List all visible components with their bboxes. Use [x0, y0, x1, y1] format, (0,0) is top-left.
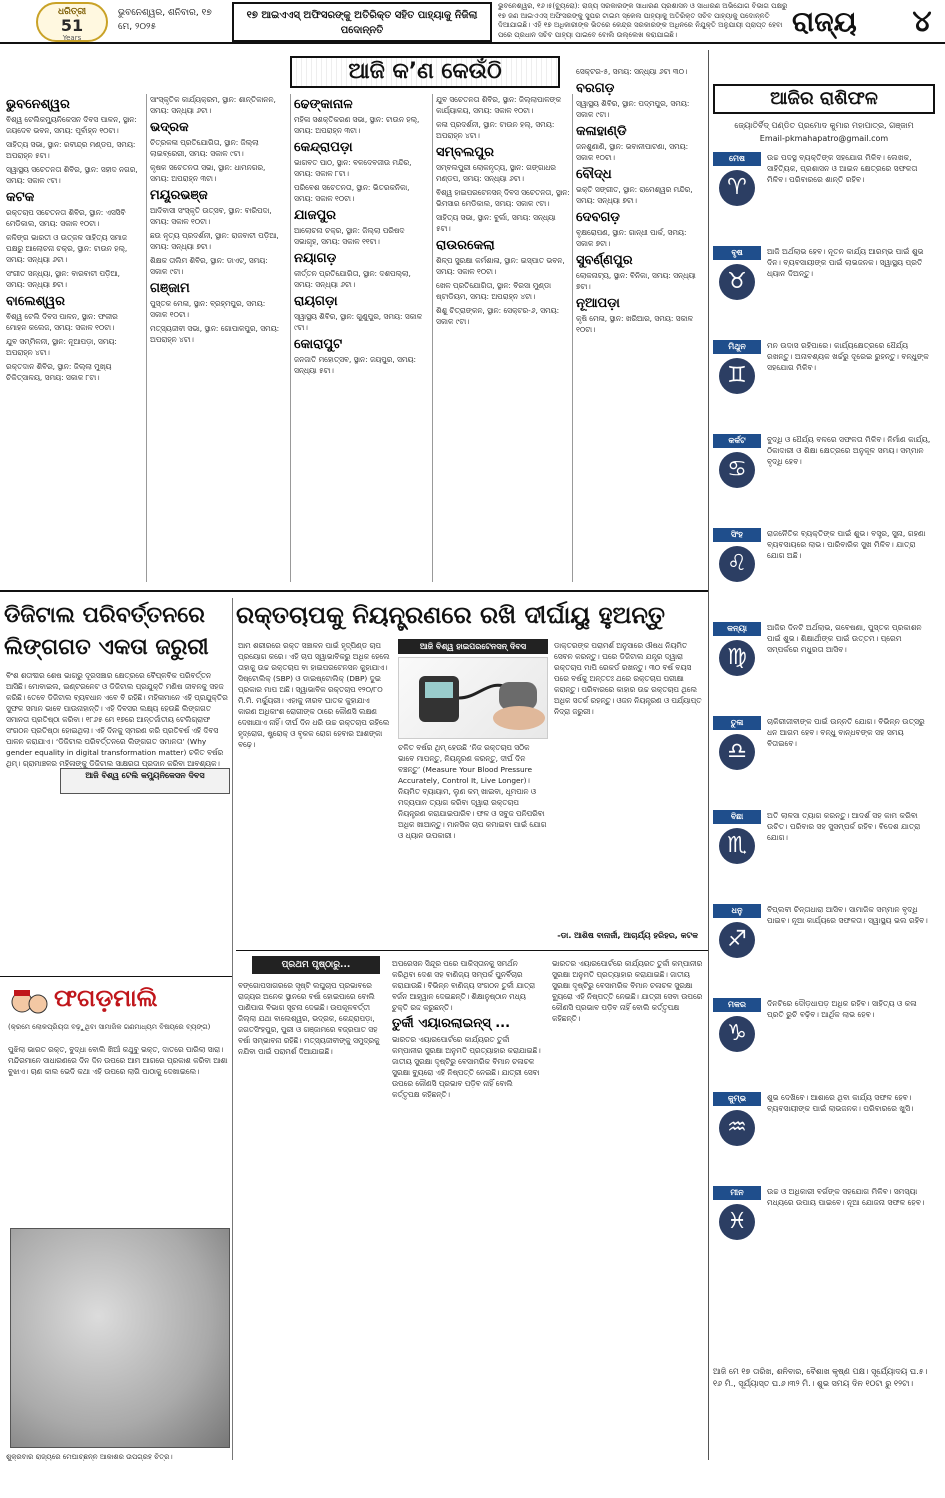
sign-prediction: ଆଜି ଅର୍ଥଲାଭ ହେବ। ନୂତନ କାର୍ଯ୍ୟ ଆରମ୍ଭ ପାଇଁ ଶୁଭ ଦିନ। ବ୍ୟବସାୟୀଙ୍କ ପାଇଁ ଲାଭଜନକ। ସ୍ୱାସ୍ଥ୍ୟ ପ୍ରତି ଧ୍ୟାନ ଦିଅନ୍ତୁ।	[767, 247, 924, 278]
events-city-heading: ସମ୍ବଲପୁର	[436, 145, 494, 160]
event-item: ସାଂସ୍କୃତିକ କାର୍ଯ୍ୟକ୍ରମ, ସ୍ଥାନ: ଶାନ୍ତିକାନନ, ସମୟ: ସନ୍ଧ୍ୟା ୬ଟା।	[150, 95, 276, 115]
sign-name: କର୍କଟ	[713, 434, 761, 448]
event-item: ଵିଶ୍ୱ ହାଇପରଟେନସନ୍ ଦିବସ ସଚେତନତା, ସ୍ଥାନ: ଭିମସାର ମେଡିକାଲ, ସମୟ: ସକାଳ ୯ଟା।	[436, 188, 570, 208]
sign-prediction: ଶୁଭ ଦେଖିବେ। ଆଶାରେ ଥିବା କାର୍ଯ୍ୟ ସଫଳ ହେବ। ବ୍ୟବସାୟୀଙ୍କ ପାଇଁ ଲାଭଜନକ। ପରିବାରରେ ଖୁସି।	[767, 1093, 914, 1113]
left-article-tag: ଆଜି ବିଶ୍ୱ ଟେଲି କମ୍ୟୁନିକେସନ ଦିବସ	[60, 768, 230, 794]
main-article-col3: ଡାକ୍ତରଙ୍କ ପରାମର୍ଶ ଅନୁସାରେ ଔଷଧ ନିୟମିତ ସେବନ କରନ୍ତୁ। ଘରେ ଡିଜିଟାଲ ଯନ୍ତ୍ର ଦ୍ୱାରା ରକ୍ତଚାପ ମାପି ରେକର୍ଡ ରଖନ୍ତୁ। ୩୦ ବର୍ଷ ବୟସ ପରେ ବର୍ଷକୁ ଅନ୍ତତଃ ଥରେ ରକ୍ତଚାପ ପରୀକ୍ଷା କରାନ୍ତୁ। ପରିବାରରେ କାହାର ଉଚ୍ଚ ରକ୍ତଚାପ ଥିଲେ ଅଧିକ ସତର୍କ ରହନ୍ତୁ। ଓଜନ ନିୟନ୍ତ୍ରଣ ଓ ପର୍ଯ୍ୟାପ୍ତ ନିଦ୍ରା ଜରୁରୀ।	[554, 641, 702, 716]
events-city-heading: ଭୁବନେଶ୍ୱର	[6, 97, 70, 112]
main-article-col2: ଚଳିତ ବର୍ଷର ଥିମ୍‌ ହେଉଛି ‘ନିଜ ରକ୍ତଚାପ ସଠିକ ଭାବେ ମାପନ୍ତୁ, ନିୟନ୍ତ୍ରଣ କରନ୍ତୁ, ଦୀର୍ଘ ଦିନ ବଞ୍ଚନ୍ତୁ’ (Measure Your Blood Pressure Accurately, Control It, Live Longer)। ନିୟମିତ ବ୍ୟାୟାମ, ଲୁଣ କମ୍ ଖାଇବା, ଧୂମପାନ ଓ ମଦ୍ୟପାନ ତ୍ୟାଗ କରିବା ଦ୍ୱାରା ରକ୍ତଚାପ ନିୟନ୍ତ୍ରଣ କରାଯାଇପାରିବ। ଫଳ ଓ ସବୁଜ ପନିପରିବା ଅଧିକ ଖାଆନ୍ତୁ। ମାନସିକ ଚାପ କମାଇବା ପାଇଁ ଯୋଗ ଓ ଧ୍ୟାନ ଉପକାରୀ।	[398, 743, 547, 840]
sign-prediction: ବିପ୍ଲବୀ ଚିନ୍ତାଧାରା ଆସିବ। ସାମାଜିକ ସମ୍ମାନ ବୃଦ୍ଧି ପାଇବ। ନୂଆ କାର୍ଯ୍ୟରେ ସଫଳତା। ସ୍ୱାସ୍ଥ୍ୟ ଭଲ ରହିବ।	[767, 905, 928, 925]
event-item: ଖେଳ ପ୍ରତିଯୋଗିତା, ସ୍ଥାନ: ବିରସା ମୁଣ୍ଡା ଷ୍ଟାଡିୟମ, ସମୟ: ଅପରାହ୍ନ ୪ଟା।	[436, 281, 552, 301]
sign-prediction: ଉଚ୍ଚ ଓ ଅଧିକାରୀ ବର୍ଗଙ୍କ ସହଯୋଗ ମିଳିବ। ସମସ୍ୟା ମଧ୍ୟରେ ଉପାୟ ପାଇବେ। ନୂଆ ଯୋଜନା ସଫଳ ହେବ।	[767, 1187, 925, 1207]
weather-satellite-image	[10, 1228, 230, 1448]
front-page-tag: ପ୍ରଥମ ପୃଷ୍ଠାରୁ...	[252, 956, 380, 974]
front-body-2: ଅପରେସନ ସିନ୍ଦୂର ପରେ ପାକିସ୍ତାନକୁ ସମର୍ଥନ କରିଥିବା ଦେଶ ସହ ବାଣିଜ୍ୟ ସମ୍ପର୍କ ପୁନର୍ବିଚାର କରାଯାଉଛି। ବିଭିନ୍ନ ବାଣିଜ୍ୟ ସଂଗଠନ ତୁର୍କୀ ଯାତ୍ରା ବର୍ଜନ ଆହ୍ୱାନ ଦେଇଛନ୍ତି। ଶିକ୍ଷାନୁଷ୍ଠାନ ମଧ୍ୟ ଚୁକ୍ତି ରଦ୍ଦ କରୁଛନ୍ତି।	[392, 959, 536, 1012]
sign-name: ମିଥୁନ	[713, 340, 761, 354]
top-news-text: ଭୁବନେଶ୍ୱର, ୧୬।୫(ବ୍ୟୁରୋ): ରାଜ୍ୟ ସରକାରଙ୍କ ସାଧାରଣ ପ୍ରଶାସନ ଓ ସାଧାରଣ ଅଭିଯୋଗ ବିଭାଗ ପକ୍ଷରୁ ୧୭ ଜଣ ଆଇଏଏସ୍‌ ଅଫିସରଙ୍କୁ ସୁପର ଟାଇମ ସ୍କେଲ ପାହ୍ୟାକୁ ଅତିରିକ୍ତ ସଚିବ ପାହ୍ୟାକୁ ପଦୋନ୍ନତି ଦିଆଯାଇଛି। ଏହି ୧୭ ଅଧିକାରୀଙ୍କ ଭିତରେ କେନ୍ଦ୍ର ସରକାରଙ୍କ ଅଧିନରେ ନିଯୁକ୍ତି ଅନୁଯାୟୀ ପ୍ରାପ୍ତ ହେବା ପରେ ପ୍ରଧାନ ସଚିବ ପାହ୍ୟା ପାଇବେ ବୋଲି ଉଲ୍ଲେଖ କରାଯାଇଛି।	[498, 2, 788, 39]
events-column-2	[150, 94, 284, 582]
events-city-heading: ମୟୂରଭଞ୍ଜ	[150, 188, 208, 203]
horoscope-panel	[713, 84, 935, 1464]
zodiac-icon: ♒	[719, 1110, 755, 1146]
event-item: ଚିତ୍ରକଳା ପ୍ରତିଯୋଗିତା, ସ୍ଥାନ: ଜିଲ୍ଲା ଲାଇବ୍ରେରୀ, ସମୟ: ସକାଳ ୯ଟା।	[150, 138, 259, 158]
event-item: କୃଷି ମେଳା, ସ୍ଥାନ: ଖରିଆର, ସମୟ: ସକାଳ ୧୦ଟା।	[576, 314, 693, 334]
events-city-heading: କଟକ	[6, 190, 35, 205]
cartoon-face-icon	[8, 986, 50, 1022]
horoscope-sign	[713, 622, 935, 708]
horoscope-sign	[713, 340, 935, 426]
event-item: କୀର୍ତ୍ତନ ପ୍ରତିଯୋଗିତା, ସ୍ଥାନ: ଦଶପଲ୍ଲା, ସମୟ: ସନ୍ଧ୍ୟା ୬ଟା।	[294, 269, 411, 289]
events-city-heading: ରାୟଗଡ଼ା	[294, 294, 338, 309]
horoscope-sign	[713, 810, 935, 896]
astrologer-email: Email-pkmahapatro@gmail.com	[759, 134, 889, 143]
sign-name: କନ୍ୟା	[713, 622, 761, 636]
event-item: ଭାଗବତ ପାଠ, ସ୍ଥାନ: ବଳଦେବଜୀଉ ମନ୍ଦିର, ସମୟ: ସକାଳ ୮ଟା।	[294, 158, 412, 178]
sign-name: ମକର	[713, 998, 761, 1012]
horoscope-sign	[713, 716, 935, 802]
cartoon-title: ଫଗଡ଼ମାଲି	[54, 984, 158, 1012]
horoscope-sign	[713, 1186, 935, 1272]
event-item: ଶିଳ୍ପ ସୁରକ୍ଷା କର୍ମଶାଳା, ସ୍ଥାନ: ଇସ୍ପାତ ଭବନ, ସମୟ: ସକାଳ ୧୦ଟା।	[436, 256, 565, 276]
events-city-heading: କୋରାପୁଟ	[294, 337, 343, 352]
event-item: ଜନଶୁଣାଣି, ସ୍ଥାନ: ଭବାନୀପାଟଣା, ସମୟ: ସକାଳ ୧୦ଟା।	[576, 142, 689, 162]
events-city-heading: ଦେବଗଡ଼	[576, 210, 620, 225]
sign-prediction: ରାଜନୈତିକ ବ୍ୟକ୍ତିଙ୍କ ପାଇଁ ଶୁଭ। ବସ୍ତ୍ର, ସୁନା, ଗହଣା ବ୍ୟବସାୟରେ ଲାଭ। ପାରିବାରିକ ସୁଖ ମିଳିବ। ଯାତ୍ରା ଯୋଗ ଅଛି।	[767, 529, 926, 560]
event-item: ଲୋକନାଟ୍ୟ, ସ୍ଥାନ: ବିନିକା, ସମୟ: ସନ୍ଧ୍ୟା ୭ଟା।	[576, 271, 696, 291]
zodiac-icon: ♍	[719, 640, 755, 676]
events-banner: ଆଜି କ’ଣ କେଉଁଠି	[290, 56, 560, 88]
horoscope-sign	[713, 998, 935, 1084]
horoscope-sign	[713, 246, 935, 332]
zodiac-icon: ♑	[719, 1016, 755, 1052]
event-item: ଶିକ୍ଷକ ତାଲିମ ଶିବିର, ସ୍ଥାନ: ଡାଏଟ୍‌, ସମୟ: ସକାଳ ୯ଟା।	[150, 256, 268, 276]
event-item: ଛଉ ନୃତ୍ୟ ପ୍ରଦର୍ଶନୀ, ସ୍ଥାନ: ରାଜବାଟୀ ପଡ଼ିଆ, ସମୟ: ସନ୍ଧ୍ୟା ୭ଟା।	[150, 231, 279, 251]
left-article-headline: ଡିଜିଟାଲ ପରିବର୍ତ୍ତନରେ ଲିଙ୍ଗଗତ ଏକତା ଜରୁରୀ	[4, 603, 209, 660]
events-city-heading: କେନ୍ଦ୍ରାପଡ଼ା	[294, 140, 353, 155]
event-item: ଯୁବ ସଚେତନତା ଶିବିର, ସ୍ଥାନ: ଜିଲ୍ଲାପାଳଙ୍କ କାର୍ଯ୍ୟାଳୟ, ସମୟ: ସକାଳ ୧୦ଟା।	[436, 95, 562, 115]
events-city-heading: ଢେଙ୍କାନାଳ	[294, 97, 353, 112]
events-city-heading: ବାଲେଶ୍ୱର	[6, 294, 65, 309]
sign-name: କୁମ୍ଭ	[713, 1092, 761, 1106]
events-city-heading: ଯାଜପୁର	[294, 208, 337, 223]
event-item: ଶିଶୁ ଚିତ୍ରାଙ୍କନ, ସ୍ଥାନ: ସେକ୍ଟର-୬, ସମୟ: ସକାଳ ୯ଟା।	[436, 306, 560, 326]
sign-prediction: ଦିନଟିରେ ଦୌଡ଼ଧାପଡ଼ ଅଧିକ ରହିବ। ସାହିତ୍ୟ ଓ କଳା ପ୍ରତି ରୁଚି ବଢ଼ିବ। ଆର୍ଥିକ ଲାଭ ହେବ।	[767, 999, 917, 1019]
sign-name: ତୁଳା	[713, 716, 761, 730]
front-body-3: ଭାରତର ଏୟାରପୋର୍ଟରେ କାର୍ଯ୍ୟରତ ତୁର୍କୀ କମ୍ପାନୀର ସୁରକ୍ଷା ଅନୁମତି ପ୍ରତ୍ୟାହାର କରାଯାଇଛି। ଜାତୀୟ ସୁରକ୍ଷା ଦୃଷ୍ଟିରୁ ବେସାମରିକ ବିମାନ ଚଳାଚଳ ସୁରକ୍ଷା ବ୍ୟୁରୋ ଏହି ନିଷ୍ପତ୍ତି ନେଇଛି। ଯାତ୍ରୀ ସେବା ଉପରେ କୌଣସି ପ୍ରଭାବ ପଡ଼ିବ ନାହିଁ ବୋଲି କର୍ତ୍ତୃପକ୍ଷ କହିଛନ୍ତି।	[392, 1035, 541, 1099]
events-city-heading: ନୂଆପଡ଼ା	[576, 296, 620, 311]
event-item: ସମ୍ବଲପୁରୀ ଲୋକନୃତ୍ୟ, ସ୍ଥାନ: ଗଙ୍ଗାଧର ମଣ୍ଡପ, ସମୟ: ସନ୍ଧ୍ୟା ୬ଟା।	[436, 163, 556, 183]
zodiac-icon: ♌	[719, 546, 755, 582]
zodiac-icon: ♈	[719, 170, 755, 206]
front-article-col2	[392, 958, 542, 1450]
front-article-col1: ବଙ୍ଗୋପସାଗରରେ ସୃଷ୍ଟି ଲଘୁଚାପ ପ୍ରଭାବରେ ରାଜ୍ୟର ଅନେକ ସ୍ଥାନରେ ବର୍ଷା ହୋଇପାରେ ବୋଲି ପାଣିପାଗ ବିଭାଗ ସୂଚନା ଦେଇଛି। ଉପକୂଳବର୍ତ୍ତୀ ଜିଲ୍ଲା ଯଥା ବାଲେଶ୍ୱର, ଭଦ୍ରକ, କେନ୍ଦ୍ରାପଡ଼ା, ଜଗତସିଂହପୁର, ପୁରୀ ଓ ଗଞ୍ଜାମରେ ବଜ୍ରପାତ ସହ ବର୍ଷା ସମ୍ଭାବନା ରହିଛି। ମତ୍ସ୍ୟଜୀବୀଙ୍କୁ ସମୁଦ୍ରକୁ ନଯିବା ପାଇଁ ପରାମର୍ଶ ଦିଆଯାଇଛି।	[238, 981, 380, 1056]
event-item: ରକ୍ତଦାନ ଶିବିର, ସ୍ଥାନ: ଜିଲ୍ଲା ମୁଖ୍ୟ ଚିକିତ୍ସାଳୟ, ସମୟ: ସକାଳ ୮ଟା।	[6, 362, 112, 382]
event-item: ସ୍ୱାସ୍ଥ୍ୟ ସଚେତନତା ଶିବିର, ସ୍ଥାନ: ସହୀଦ ନଗର, ସମୟ: ସକାଳ ୯ଟା।	[6, 165, 138, 185]
cartoon-section	[4, 982, 230, 1162]
event-item: ଆଲୋଚନା ଚକ୍ର, ସ୍ଥାନ: ଜିଲ୍ଲା ପରିଷଦ ସଭାଗୃହ, ସମୟ: ସକାଳ ୧୧ଟା।	[294, 226, 405, 246]
event-item: ରକ୍ତଚାପ ସଚେତନତା ଶିବିର, ସ୍ଥାନ: ଏସସିବି ମେଡିକାଲ, ସମୟ: ସକାଳ ୧୦ଟା।	[6, 208, 126, 228]
main-article-tag: ଆଜି ବିଶ୍ୱ ହାଇପରଟେନସନ୍ ଦିବସ	[398, 639, 548, 654]
logo-title: ଧରିତ୍ରୀ	[57, 7, 87, 17]
events-city-heading: ରାଉରକେଲା	[436, 238, 495, 253]
astrologer-name: ଜ୍ୟୋତିର୍ବିଦ୍ ପଣ୍ଡିତ ପ୍ରମୋଦ କୁମାର ମହାପାତ୍ର, ଗଞ୍ଜାମ	[734, 121, 914, 130]
zodiac-icon: ♓	[719, 1204, 755, 1240]
page-number: ୪	[912, 4, 932, 39]
events-city-heading: ସୁବର୍ଣ୍ଣପୁର	[576, 253, 633, 268]
top-headline: ୧୭ ଆଇଏଏସ୍‌ ଅଫିସରଙ୍କୁ ଅତିରିକ୍ତ ସହିତ ପାହ୍ୟାକୁ ନିଜିଲା ପଦୋନ୍ନତି	[232, 2, 492, 42]
event-item: ସାହିତ୍ୟ ସଭା, ସ୍ଥାନ: ବୁର୍ଲା, ସମୟ: ସନ୍ଧ୍ୟା ୫ଟା।	[436, 213, 556, 233]
sign-name: ବୃଷ	[713, 246, 761, 260]
masthead	[0, 0, 945, 44]
event-item: ମହିଳା ସଶକ୍ତିକରଣ ସଭା, ସ୍ଥାନ: ଟାଉନ ହଲ୍‌, ସମୟ: ଅପରାହ୍ନ ୩ଟା।	[294, 115, 420, 135]
dateline: ଭୁବନେଶ୍ୱର, ଶନିବାର, ୧୭ ମେ, ୨୦୨୫	[118, 8, 212, 32]
blood-pressure-photo	[398, 657, 548, 739]
event-item: ମତ୍ସ୍ୟଜୀବୀ ସଭା, ସ୍ଥାନ: ଗୋପାଳପୁର, ସମୟ: ଅପରାହ୍ନ ୪ଟା।	[150, 324, 280, 344]
sign-prediction: ମନ ଉଦାସ ରହିପାରେ। କାର୍ଯ୍ୟକ୍ଷେତ୍ରରେ ଧୈର୍ଯ୍ୟ ରଖନ୍ତୁ। ଅନାବଶ୍ୟକ ଖର୍ଚ୍ଚରୁ ଦୂରେଇ ରୁହନ୍ତୁ। ବନ୍ଧୁଙ୍କ ସହଯୋଗ ମିଳିବ।	[767, 341, 929, 372]
front-subheadline: ତୁର୍କୀ ଏୟାରଲାଇନ୍ସ୍ ...	[392, 1016, 511, 1031]
event-item: ଯୁବ ସମ୍ମିଳନୀ, ସ୍ଥାନ: ନୂଆପଡ଼ା, ସମୟ: ଅପରାହ୍ନ ୪ଟା।	[6, 337, 117, 357]
sign-name: ବିଛା	[713, 810, 761, 824]
main-article-byline: -ଡା. ଆଶିଷ ବାନାର୍ଜୀ, ଆଚାର୍ଯ୍ୟ ହରିହର, କଟକ	[557, 931, 698, 940]
event-item: ଜନଜାତି ମହୋତ୍ସବ, ସ୍ଥାନ: ଜୟପୁର, ସମୟ: ସନ୍ଧ୍ୟା ୫ଟା।	[294, 355, 416, 375]
event-item: ସଂଗୀତ ସନ୍ଧ୍ୟା, ସ୍ଥାନ: ବାରବାଟୀ ପଡ଼ିଆ, ସମୟ: ସନ୍ଧ୍ୟା ୭ଟା।	[6, 269, 120, 289]
event-item: କଳା ପ୍ରଦର୍ଶନୀ, ସ୍ଥାନ: ଟାଉନ ହଲ୍‌, ସମୟ: ଅପରାହ୍ନ ୪ଟା।	[436, 120, 555, 140]
section-title: ରାଜ୍ୟ	[792, 5, 857, 38]
event-item: ସେକ୍ଟର-୫, ସମୟ: ସନ୍ଧ୍ୟା ୬ଟା ୩୦।	[576, 67, 688, 76]
sign-name: ଧନୁ	[713, 904, 761, 918]
event-item: ବୃକ୍ଷରୋପଣ, ସ୍ଥାନ: ଗାନ୍ଧୀ ପାର୍କ, ସମୟ: ସକାଳ ୭ଟା।	[576, 228, 687, 248]
weather-caption: ଶୁକ୍ରବାର ରାଜ୍ୟରେ ମେଘାଚ୍ଛନ୍ନ ଆକାଶର ଉପଗ୍ରହ ଚିତ୍ର।	[6, 1453, 173, 1461]
horoscope-title: ଆଜିର ରାଶିଫଳ	[713, 84, 935, 114]
event-item: କୃଷକ ସଚେତନତା ସଭା, ସ୍ଥାନ: ଧାମନଗର, ସମୟ: ଅପରାହ୍ନ ୩ଟା।	[150, 163, 266, 183]
main-article-headline: ରକ୍ତଚାପକୁ ନିୟନ୍ତ୍ରଣରେ ରଖି ଦୀର୍ଘାୟୁ ହୁଅନ୍ତୁ	[236, 601, 666, 629]
event-item: ଵିଶ୍ୱ ଟେଲିକମ୍ୟୁନିକେସନ ଦିବସ ପାଳନ, ସ୍ଥାନ: ଜୟଦେବ ଭବନ, ସମୟ: ପୂର୍ବାହ୍ନ ୧୦ଟା।	[6, 115, 137, 135]
sign-prediction: ବୁଦ୍ଧି ଓ ଧୈର୍ଯ୍ୟ ବଳରେ ସଫଳତା ମିଳିବ। ନିର୍ମାଣ କାର୍ଯ୍ୟ, ଠିକାଦାରୀ ଓ ଶିକ୍ଷା କ୍ଷେତ୍ରରେ ଅନୁକୂଳ ସମୟ। ସମ୍ମାନ ବୃଦ୍ଧି ହେବ।	[767, 435, 931, 466]
horoscope-sign	[713, 528, 935, 614]
event-item: ପୁସ୍ତକ ମେଳା, ସ୍ଥାନ: ବ୍ରହ୍ମପୁର, ସମୟ: ସକାଳ ୧୦ଟା।	[150, 299, 266, 319]
events-column-1	[6, 94, 140, 582]
logo-sub: Years	[62, 34, 82, 42]
sign-prediction: ଆଜିର ଦିନଟି ଅର୍ଥଲାଭ, ଗବେଷଣା, ପୁସ୍ତକ ପ୍ରକାଶନ ପାଇଁ ଶୁଭ। ଶିକ୍ଷାର୍ଥୀଙ୍କ ପାଇଁ ଉତ୍ତମ। ପ୍ରେମ ସମ୍ପର୍କରେ ମଧୁରତା ଆସିବ।	[767, 623, 922, 654]
zodiac-icon: ♉	[719, 264, 755, 300]
events-city-heading: ନୟାଗଡ଼	[294, 251, 337, 266]
sign-prediction: ଅତି ଲାଳସା ତ୍ୟାଗ କରନ୍ତୁ। ଆଦର୍ଶ ସହ କାମ କରିବା ଉଚିତ। ପରିବାର ସହ ସୁସମ୍ପର୍କ ରହିବ। ବିଦେଶ ଯାତ୍ରା ଯୋଗ।	[767, 811, 921, 842]
events-column-3	[294, 94, 428, 582]
zodiac-icon: ♋	[719, 452, 755, 488]
events-column-4	[436, 94, 570, 582]
event-item: ଭକ୍ତି ସଙ୍ଗୀତ, ସ୍ଥାନ: ରାମେଶ୍ୱର ମନ୍ଦିର, ସମୟ: ସନ୍ଧ୍ୟା ୭ଟା।	[576, 185, 693, 205]
horoscope-sign	[713, 904, 935, 990]
sign-name: ସିଂହ	[713, 528, 761, 542]
event-item: ଵିଶ୍ୱ ଟେଲି ଦିବସ ପାଳନ, ସ୍ଥାନ: ଫକୀର ମୋହନ କଲେଜ, ସମୟ: ସକାଳ ୧୦ଟା।	[6, 312, 118, 332]
cartoon-verse: ପୁଝିଲା ଭାରତ ରକ୍ତ, ବୁଦ୍ଧା ବୋଲି ଖିଆଁ କଥୁବୁ ଭକ୍ତ, ଦାତରେ ପାରିଲା ସାରା। ମନ୍ଦିରମାନେ ସାଧାରଣରେ ଦିନ ଦିନ ଉପରେ ଆମ ଆଗରେ ପ୍ରକାଶ କରିବା ଆଶା ବୁଝାଏ। ଚାଣ କାଲ ଭେଦି କଥା ଏହି ଉପରେ ଲାଗି ପାଠାକୁ ଦେଖାଇଲେ।	[8, 1045, 228, 1076]
almanac-text: ଆଜି ମେ ୧୭ ତାରିଖ, ଶନିବାର, ବୈଶାଖ କୃଷ୍ଣ ପକ୍ଷ। ସୂର୍ଯ୍ୟୋଦୟ ଘ.୫।୧୬ ମି., ସୂର୍ଯ୍ୟାସ୍ତ ଘ.୬।୩୨ ମି.। ଶୁଭ ସମୟ ଦିନ ୧୦ଟା ରୁ ୧୨ଟା।	[713, 1367, 928, 1388]
horoscope-sign	[713, 1092, 935, 1178]
event-item: ଆଦିବାସୀ ସଂସ୍କୃତି ଉତ୍ସବ, ସ୍ଥାନ: ବାରିପଦା, ସମୟ: ସକାଳ ୧୦ଟା।	[150, 206, 272, 226]
events-city-heading: କଳାହାଣ୍ଡି	[576, 124, 627, 139]
sign-name: ମୀନ	[713, 1186, 761, 1200]
sign-prediction: ଉଚ୍ଚ ପଦସ୍ଥ ବ୍ୟକ୍ତିଙ୍କ ସହଯୋଗ ମିଳିବ। ଲେଖକ, ସାହିତ୍ୟିକ, ପ୍ରଶାସନ ଓ ଆଇନ କ୍ଷେତ୍ରରେ ସଫଳତା ମିଳିବ। ପରିବାରରେ ଶାନ୍ତି ରହିବ।	[767, 153, 918, 184]
print-registration-strip	[0, 1470, 945, 1498]
horoscope-sign	[713, 152, 935, 238]
front-article-col3: ଭାରତର ଏୟାରପୋର୍ଟରେ କାର୍ଯ୍ୟରତ ତୁର୍କୀ କମ୍ପାନୀର ସୁରକ୍ଷା ଅନୁମତି ପ୍ରତ୍ୟାହାର କରାଯାଇଛି। ଜାତୀୟ ସୁରକ୍ଷା ଦୃଷ୍ଟିରୁ ବେସାମରିକ ବିମାନ ଚଳାଚଳ ସୁରକ୍ଷା ବ୍ୟୁରୋ ଏହି ନିଷ୍ପତ୍ତି ନେଇଛି। ଯାତ୍ରୀ ସେବା ଉପରେ କୌଣସି ପ୍ରଭାବ ପଡ଼ିବ ନାହିଁ ବୋଲି କର୍ତ୍ତୃପକ୍ଷ କହିଛନ୍ତି।	[552, 959, 703, 1023]
event-item: ପରିବେଶ ସଚେତନତା, ସ୍ଥାନ: ଭିତରକନିକା, ସମୟ: ସକାଳ ୧୦ଟା।	[294, 183, 410, 203]
zodiac-icon: ♏	[719, 828, 755, 864]
left-article-body: ବିଂଶ ଶତାବ୍ଦୀର ଶେଷ ଭାଗରୁ ଦୂରସଞ୍ଚାର କ୍ଷେତ୍ରରେ ବୈପ୍ଳବିକ ପରିବର୍ତ୍ତନ ଆସିଛି। ମୋବାଇଲ, ଇଣ୍ଟରନେଟ ଓ ଡିଜିଟାଲ ପ୍ରଯୁକ୍ତି ମଣିଷ ଜୀବନକୁ ସହଜ କରିଛି। ତେବେ ଡିଜିଟାଲ ବ୍ୟବଧାନ ଏବେ ବି ରହିଛି। ମହିଳାମାନେ ଏହି ପ୍ରଯୁକ୍ତିର ସୁଫଳ ସମାନ ଭାବେ ପାଉନାହାନ୍ତି। ଏହି ଦିବସର ଲକ୍ଷ୍ୟ ହେଉଛି ଲିଙ୍ଗଗତ ସମାନତା ପ୍ରତିଷ୍ଠା କରିବା। ୧୮୬୫ ମେ ୧୭ରେ ଆନ୍ତର୍ଜାତୀୟ ଟେଲିଗ୍ରାଫ ସଂଗଠନ ପ୍ରତିଷ୍ଠା ହୋଇଥିଲା। ଏହି ଦିନକୁ ସ୍ମରଣ କରି ପ୍ରତିବର୍ଷ ଏହି ଦିବସ ପାଳନ କରାଯାଏ। ‘ଡିଜିଟାଲ ପରିବର୍ତ୍ତନରେ ଲିଙ୍ଗଗତ ସମାନତା’ (Why gender equality in digital transformation matter) ଚଳିତ ବର୍ଷର ଥିମ୍‌। ଗ୍ରାମାଞ୍ଚଳର ମହିଳାଙ୍କୁ ଡିଜିଟାଲ ସାକ୍ଷରତା ପ୍ରଦାନ କରିବା ଆବଶ୍ୟକ।	[6, 671, 228, 768]
events-city-heading: ବୌଦ୍ଧ	[576, 167, 612, 182]
zodiac-icon: ♊	[719, 358, 755, 394]
event-item: ସ୍ୱାସ୍ଥ୍ୟ ଶିବିର, ସ୍ଥାନ: ଗୁଣୁପୁର, ସମୟ: ସକାଳ ୯ଟା।	[294, 312, 423, 332]
events-city-heading: ଗଞ୍ଜାମ	[150, 281, 190, 296]
events-city-heading: ବରଗଡ଼	[576, 81, 615, 96]
sign-name: ମେଷ	[713, 152, 761, 166]
cartoon-caption: (କ୍ରମେ ଲୋକପ୍ରିୟତା ବଢ଼ୁଥିବା ସାମାଜିକ ଗଣମାଧ୍ୟମ ବିଷୟରେ ବ୍ୟଙ୍ଗ)	[8, 1023, 211, 1031]
main-article-col1: ଆମ ଶରୀରରେ ରକ୍ତ ସଞ୍ଚାଳନ ପାଇଁ ହୃଦ୍‌ପିଣ୍ଡ ଚାପ ପ୍ରୟୋଗ କରେ। ଏହି ଚାପ ସ୍ୱାଭାବିକରୁ ଅଧିକ ହେଲେ ତାହାକୁ ଉଚ୍ଚ ରକ୍ତଚାପ ବା ହାଇପରଟେନସନ କୁହାଯାଏ। ସିଷ୍ଟୋଲିକ୍ (SBP) ଓ ଡାଇଷ୍ଟୋଲିକ୍ (DBP) ଦୁଇ ପ୍ରକାର ମାପ ଅଛି। ସ୍ୱାଭାବିକ ରକ୍ତଚାପ ୧୨୦/୮୦ ମି.ମି. ମର୍କ୍ୟୁରୀ। ଏହାକୁ ନୀରବ ଘାତକ କୁହାଯାଏ କାରଣ ଅଧିକାଂଶ ରୋଗୀଙ୍କ ଠାରେ କୌଣସି ଲକ୍ଷଣ ଦେଖାଯାଏ ନାହିଁ। ଦୀର୍ଘ ଦିନ ଧରି ଉଚ୍ଚ ରକ୍ତଚାପ ରହିଲେ ହୃଦ୍‌ରୋଗ, ଷ୍ଟ୍ରୋକ୍ ଓ ବୃକକ ରୋଗ ହେବାର ଆଶଙ୍କା ବଢ଼େ।	[238, 641, 390, 749]
event-item: ସାହିତ୍ୟ ସଭା, ସ୍ଥାନ: ରବୀନ୍ଦ୍ର ମଣ୍ଡପ, ସମୟ: ଅପରାହ୍ନ ୫ଟା।	[6, 140, 136, 160]
events-column-5	[576, 66, 706, 582]
sign-prediction: ଚାକିରୀଜୀବୀଙ୍କ ପାଇଁ ଉନ୍ନତି ଯୋଗ। ବିଭିନ୍ନ ଉତ୍ସରୁ ଧନ ଆଗମ ହେବ। ବନ୍ଧୁ ବାନ୍ଧବଙ୍କ ସହ ସମୟ ବିତାଇବେ।	[767, 717, 925, 748]
newspaper-logo	[36, 2, 108, 42]
event-item: କଳିଙ୍ଗ ଭାରତୀ ଓ ଉତ୍କଳ ସାହିତ୍ୟ ସମାଜ ପକ୍ଷରୁ ଆଲୋଚନା ଚକ୍ର, ସ୍ଥାନ: ଟାଉନ ହଲ୍‌, ସମୟ: ସନ୍ଧ୍ୟା ୬ଟା।	[6, 233, 128, 264]
event-item: ସ୍ୱାସ୍ଥ୍ୟ ଶିବିର, ସ୍ଥାନ: ପଦ୍ମପୁର, ସମୟ: ସକାଳ ୯ଟା।	[576, 99, 690, 119]
zodiac-icon: ♐	[719, 922, 755, 958]
bp-monitor-icon	[399, 658, 549, 740]
logo-number: 51	[60, 16, 84, 35]
events-city-heading: ଭଦ୍ରକ	[150, 120, 189, 135]
horoscope-sign	[713, 434, 935, 520]
zodiac-icon: ♎	[719, 734, 755, 770]
